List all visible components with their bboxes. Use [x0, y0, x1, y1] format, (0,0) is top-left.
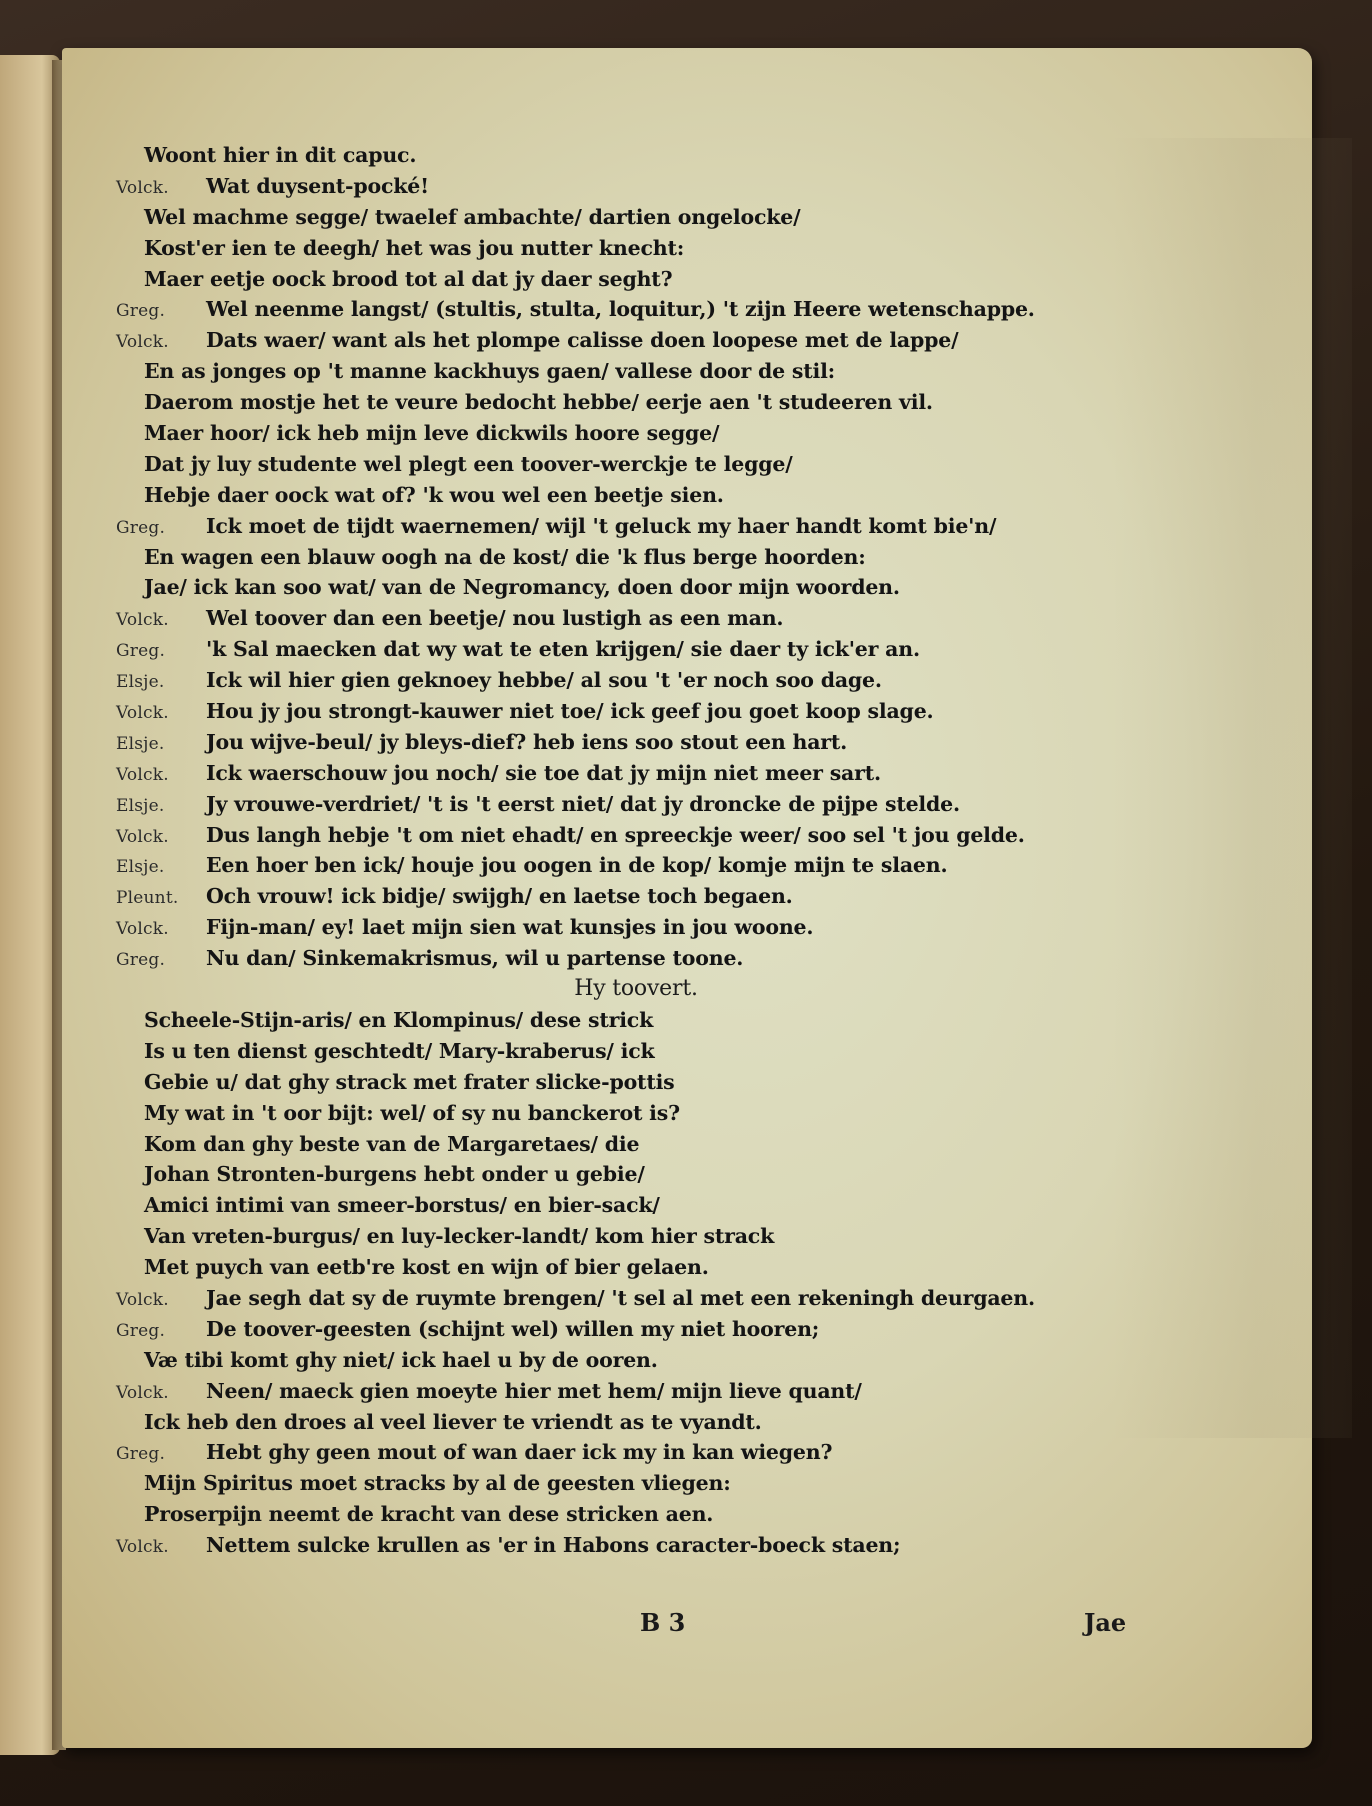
verse-line [116, 1314, 1156, 1345]
verse-text: Neen/ maeck gien moeyte hier met hem/ mijn lieve quant/ [206, 1378, 862, 1403]
verse-line [116, 850, 1156, 881]
speaker-label: Volck. [116, 1289, 169, 1310]
speaker-label: Volck. [116, 764, 169, 785]
speaker-label: Volck. [116, 332, 169, 353]
verse-line [116, 542, 1156, 573]
verse-text: Wel neenme langst/ (stultis, stulta, loquitur,) 't zijn Heere wetenschappe. [206, 297, 1035, 322]
verse-text: Mijn Spiritus moet stracks by al de geesten vliegen: [144, 1471, 731, 1496]
verse-text: Van vreten-burgus/ en luy-lecker-landt/ kom hier strack [144, 1224, 775, 1249]
verse-line [116, 1283, 1156, 1314]
verse-text: Kom dan ghy beste van de Margaretaes/ die [144, 1131, 640, 1156]
speaker-label: Greg. [116, 301, 166, 322]
speaker-label: Volck. [116, 826, 169, 847]
verse-line [116, 1345, 1156, 1376]
verse-line [116, 1005, 1156, 1036]
facing-page-edge [0, 55, 60, 1755]
verse-line [116, 480, 1156, 511]
speaker-label: Volck. [116, 1537, 169, 1558]
verse-line [116, 572, 1156, 603]
verse-line [116, 325, 1156, 356]
verse-text: Nettem sulcke krullen as 'er in Habons caracter-boeck staen; [206, 1533, 901, 1558]
verse-text: Dat jy luy studente wel plegt een toover-werckje te legge/ [144, 451, 793, 476]
verse-text: My wat in 't oor bijt: wel/ of sy nu banckerot is? [144, 1100, 680, 1125]
speaker-label: Greg. [116, 950, 166, 971]
verse-line [116, 294, 1156, 325]
verse-line [116, 1098, 1156, 1129]
verse-text: Nu dan/ Sinkemakrismus, wil u partense toone. [206, 946, 744, 971]
verse-line [116, 387, 1156, 418]
verse-text: Dats waer/ want als het plompe calisse doen loopese met de lappe/ [206, 328, 959, 353]
verse-text: Kost'er ien te deegh/ het was jou nutter knecht: [144, 235, 685, 260]
verse-text: Maer hoor/ ick heb mijn leve dickwils hoore segge/ [144, 421, 720, 446]
verse-text: Amici intimi van smeer-borstus/ en bier-sack/ [144, 1193, 660, 1218]
verse-line [116, 418, 1156, 449]
verse-line [116, 1067, 1156, 1098]
verse-line [116, 1499, 1156, 1530]
speaker-label: Elsje. [116, 672, 165, 693]
play-text [116, 140, 1156, 1561]
verse-line [116, 449, 1156, 480]
verse-line [116, 1159, 1156, 1190]
verse-line [116, 171, 1156, 202]
verse-text: Ick moet de tijdt waernemen/ wijl 't geluck my haer handt komt bie'n/ [206, 513, 997, 538]
verse-text: En wagen een blauw oogh na de kost/ die 'k flus berge hoorden: [144, 544, 866, 569]
verse-line [116, 140, 1156, 171]
verse-text: Och vrouw! ick bidje/ swijgh/ en laetse toch begaen. [206, 884, 793, 909]
verse-text: De toover-geesten (schijnt wel) willen my niet hooren; [206, 1316, 820, 1341]
verse-line [116, 881, 1156, 912]
verse-line [116, 356, 1156, 387]
verse-text: Hebt ghy geen mout of wan daer ick my in kan wiegen? [206, 1440, 833, 1465]
verse-text: Wat duysent-pocké! [206, 173, 429, 198]
verse-line [116, 202, 1156, 233]
verse-line [116, 1252, 1156, 1283]
verse-line [116, 665, 1156, 696]
speaker-label: Volck. [116, 177, 169, 198]
speaker-label: Pleunt. [116, 888, 179, 909]
speaker-label: Volck. [116, 610, 169, 631]
verse-line [116, 758, 1156, 789]
verse-line [116, 1036, 1156, 1067]
speaker-label: Greg. [116, 517, 166, 538]
verse-text: Ick wil hier gien geknoey hebbe/ al sou 't 'er noch soo dage. [206, 668, 882, 693]
verse-text: Met puych van eetb're kost en wijn of bier gelaen. [144, 1255, 709, 1280]
verse-text: Fijn-man/ ey! laet mijn sien wat kunsjes in jou woone. [206, 915, 814, 940]
verse-text: Ick waerschouw jou noch/ sie toe dat jy mijn niet meer sart. [206, 760, 881, 785]
verse-line [116, 696, 1156, 727]
verse-text: Wel machme segge/ twaelef ambachte/ dartien ongelocke/ [144, 204, 801, 229]
verse-text: 'k Sal maecken dat wy wat te eten krijgen/ sie daer ty ick'er an. [206, 637, 920, 662]
verse-text: Woont hier in dit capuc. [144, 143, 417, 167]
verse-line [116, 1468, 1156, 1499]
stage-direction-text: Hy toovert. [574, 976, 698, 1002]
verse-line [116, 1376, 1156, 1407]
stage-direction [116, 974, 1156, 1005]
catchword: Jae [1084, 1608, 1127, 1637]
verse-text: Dus langh hebje 't om niet ehadt/ en spreeckje weer/ soo sel 't jou gelde. [206, 822, 1025, 847]
verse-line [116, 912, 1156, 943]
speaker-label: Volck. [116, 703, 169, 724]
verse-text: Hebje daer oock wat of? 'k wou wel een beetje sien. [144, 482, 724, 507]
verse-text: Gebie u/ dat ghy strack met frater slicke-pottis [144, 1069, 675, 1094]
speaker-label: Greg. [116, 1444, 166, 1465]
verse-text: Proserpijn neemt de kracht van dese stricken aen. [144, 1502, 714, 1527]
speaker-label: Elsje. [116, 857, 165, 878]
verse-text: Is u ten dienst geschtedt/ Mary-kraberus/ ick [144, 1038, 655, 1063]
verse-line [116, 603, 1156, 634]
verse-text: En as jonges op 't manne kackhuys gaen/ vallese door de stil: [144, 359, 836, 384]
verse-text: Jou wijve-beul/ jy bleys-dief? heb iens soo stout een hart. [206, 729, 848, 754]
verse-text: Jae segh dat sy de ruymte brengen/ 't sel al met een rekeningh deurgaen. [206, 1285, 1035, 1310]
verse-line [116, 1129, 1156, 1160]
speaker-label: Elsje. [116, 733, 165, 754]
verse-line [116, 1530, 1156, 1561]
verse-text: Daerom mostje het te veure bedocht hebbe/ eerje aen 't studeeren vil. [144, 390, 933, 415]
verse-text: Jy vrouwe-verdriet/ 't is 't eerst niet/ dat jy droncke de pijpe stelde. [206, 791, 960, 816]
signature-mark: B 3 [640, 1608, 686, 1637]
verse-text: Scheele-Stijn-aris/ en Klompinus/ dese strick [144, 1007, 654, 1032]
verse-text: Maer eetje oock brood tot al dat jy daer seght? [144, 266, 673, 291]
verse-line [116, 511, 1156, 542]
verse-line [116, 634, 1156, 665]
verse-text: Een hoer ben ick/ houje jou oogen in de kop/ komje mijn te slaen. [206, 853, 948, 878]
verse-line [116, 1407, 1156, 1438]
speaker-label: Volck. [116, 1382, 169, 1403]
speaker-label: Greg. [116, 641, 166, 662]
verse-text: Wel toover dan een beetje/ nou lustigh as een man. [206, 606, 784, 631]
verse-text: Jae/ ick kan soo wat/ van de Negromancy, doen door mijn woorden. [144, 575, 900, 600]
speaker-label: Elsje. [116, 795, 165, 816]
verse-text: Ick heb den droes al veel liever te vriendt as te vyandt. [144, 1409, 762, 1434]
verse-line [116, 789, 1156, 820]
verse-line [116, 943, 1156, 974]
verse-line [116, 727, 1156, 758]
speaker-label: Greg. [116, 1320, 166, 1341]
verse-line [116, 1190, 1156, 1221]
verse-text: Hou jy jou strongt-kauwer niet toe/ ick geef jou goet koop slage. [206, 699, 934, 724]
verse-text: Væ tibi komt ghy niet/ ick hael u by de ooren. [144, 1347, 658, 1372]
verse-line [116, 264, 1156, 295]
verse-line [116, 233, 1156, 264]
verse-line [116, 1221, 1156, 1252]
speaker-label: Volck. [116, 919, 169, 940]
verse-line [116, 820, 1156, 851]
verse-line [116, 1437, 1156, 1468]
verse-text: Johan Stronten-burgens hebt onder u gebie/ [144, 1162, 645, 1187]
